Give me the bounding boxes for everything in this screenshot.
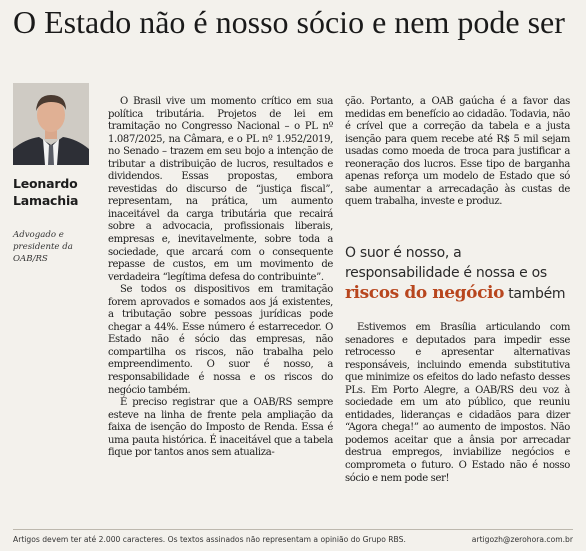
author-role: Advogado e presidente da OAB/RS: [13, 230, 73, 264]
body-column-2: [345, 96, 570, 209]
author-photo: [13, 83, 89, 165]
pull-quote: [345, 243, 575, 304]
article-headline: O Estado não é nosso sócio e nem pode ser: [13, 4, 565, 40]
pull-quote-text: O suor é nosso, a responsabilidade é nossa e os: [345, 245, 547, 281]
footer-divider: [13, 529, 573, 530]
paragraph: O Brasil vive um momento crítico em sua política tributária. Projetos de lei em tramitação no Congresso Nacional – o PL nº 1.087/2025, na Câmara, e o PL nº 1.952/2019, no Senado – trazem em seu bojo a intenção de tributar a distribuição de lucros, resultados e dividendos. Essas propostas, embora revestidas do discurso de “justiça fiscal”, representam, na prática, um aumento inaceitável da carga tributária que recairá sobre a advocacia, profissionais liberais, empresas e, inevitavelmente, sobre toda a sociedade, que arcará com o consequente repasse de custos, em um movimento de verdadeira “legítima defesa do contribuinte”.: [108, 96, 333, 283]
pull-quote-highlight: riscos do negócio: [345, 283, 505, 303]
paragraph: É preciso registrar que a OAB/RS sempre esteve na linha de frente pela ampliação da faixa de isenção do Imposto de Renda. Essa é uma pauta histórica. É inaceitável que a tabela fique por tantos anos sem atualiza-: [108, 397, 333, 459]
paragraph: ção. Portanto, a OAB gaúcha é a favor das medidas em benefício ao cidadão. Todavia, não é crível que a correção da tabela e a justa isenção para quem recebe até R$ 5 mil sejam usadas como moeda de troca para justificar a reoneração dos lucros. Esse tipo de barganha apenas reforça um modelo de Estado que só sabe aumentar a arrecadação às custas de quem trabalha, investe e produz.: [345, 96, 570, 208]
pull-quote-text-end: também: [508, 286, 566, 302]
footer: [13, 533, 573, 547]
paragraph: Se todos os dispositivos em tramitação forem aprovados e somados aos já existentes, a tributação sobre pessoas jurídicas pode chegar a 44%. Esse número é estarrecedor. O Estado não é sócio das empresas, não compartilha os riscos, não trabalha pelo empreendimento. O suor é nosso, a responsabilidade é nossa e os riscos do negócio também.: [108, 284, 333, 396]
body-column-1: [108, 96, 333, 460]
paragraph: Estivemos em Brasília articulando com senadores e deputados para impedir esse retrocesso e apresentar alternativas responsáveis, incluindo emenda substitutiva que minimize os efeitos do lado nefasto desses PLs. Em Porto Alegre, a OAB/RS deu voz à sociedade em um ato público, que reuniu entidades, lideranças e cidadãos para dizer “Agora chega!” ao aumento de impostos. Não podemos aceitar que a ânsia por arrecadar destrua empregos, inviabilize negócios e comprometa o futuro. O Estado não é nosso sócio e nem pode ser!: [345, 322, 570, 484]
author-name: Leonardo Lamachia: [13, 176, 79, 208]
footer-note: Artigos devem ter até 2.000 caracteres. Os textos assinados não representam a opinião do Grupo RBS.: [13, 535, 406, 544]
footer-email-link[interactable]: artigozh@zerohora.com.br: [471, 535, 573, 544]
body-column-3: [345, 322, 570, 485]
author-portrait-image: [13, 83, 89, 165]
